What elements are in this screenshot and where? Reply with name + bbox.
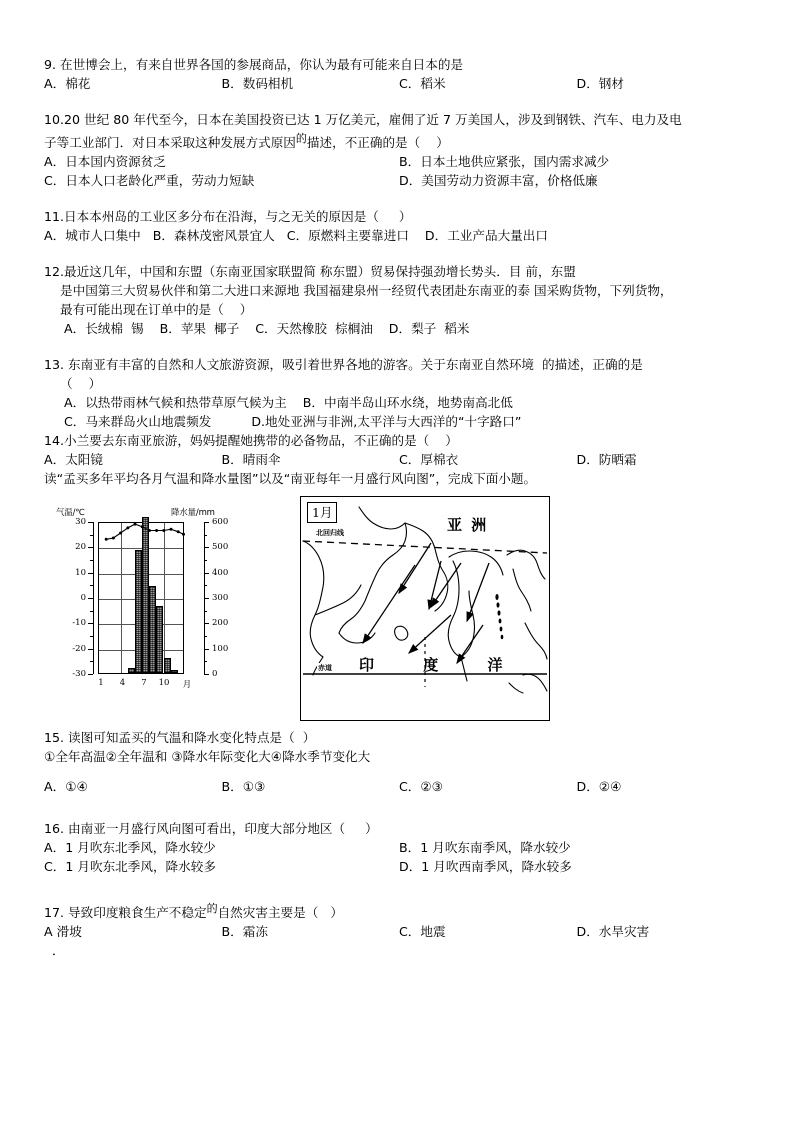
question-11-options[interactable]: A．城市人口集中 B．森林茂密风景宜人 C．原燃料主要靠进口 D．工业产品大量出口 [44,228,548,243]
question-12-stem-line-1 [44,262,754,281]
question-10-stem-line-1 [44,110,754,129]
right-tick-minor [204,560,207,561]
question-15-sub-line: ①全年高温②全年温和 ③降水年际变化大④降水季节变化大 [44,749,371,764]
question-10-options-row-1 [44,152,754,171]
left-tick-major [88,573,93,574]
question-12-options[interactable]: A．长绒棉 锡 B．苹果 椰子 C．天然橡胶 棕榈油 D．梨子 稻米 [60,321,470,336]
left-tick-label: 10 [75,567,86,578]
question-9-option-a[interactable]: A．棉花 [44,76,91,91]
right-tick-major [204,573,209,574]
temperature-line [99,523,185,675]
x-tick-label: 10 [158,678,170,688]
question-16-option-a[interactable]: A．1 月吹东北季风，降水较少 [44,840,216,855]
question-17-trailing-mark: ． [52,943,65,958]
question-15-stem [44,728,754,747]
right-tick-label: 200 [212,618,229,629]
right-tick-label: 100 [212,643,229,654]
question-9-stem [44,55,754,74]
x-axis-title: 月 [182,680,192,690]
right-tick-major [204,547,209,548]
figures-row [44,496,754,728]
left-tick-minor [90,611,93,612]
right-tick-major [204,598,209,599]
left-tick-minor [90,661,93,662]
question-14-option-d[interactable]: D．防晒霜 [576,452,637,467]
x-tick-label: 1 [98,678,104,688]
map-label-asia: 亚 洲 [447,516,489,534]
question-9-options [44,74,754,93]
left-tick-major [88,623,93,624]
monsoon-map [300,496,550,721]
question-13-text-1a: 东南亚有丰富的自然和人文旅游资源，吸引着世界各地的游客。关于东南亚自然环境 [68,357,535,372]
question-15 [44,728,754,796]
question-17-options [44,922,754,941]
question-12-stem-line-2: 是中国第三大贸易伙伴和第二大进口来源地 我国福建泉州一经贸代表团赴东南亚的泰 国采购货物，下列货物， [60,283,673,298]
question-17-option-a[interactable]: A 滑坡 [44,924,82,939]
question-15-number: 15. [44,730,65,745]
question-16-options-row-1 [44,838,754,857]
material-intro: 读“孟买多年平均各月气温和降水量图”以及“南亚每年一月盛行风向图”，完成下面小题。 [44,471,537,486]
left-tick-label: -30 [72,669,86,679]
question-14-option-a[interactable]: A．太阳镜 [44,452,103,467]
question-15-option-d[interactable]: D．②④ [576,779,622,794]
question-11-text: 日本本州岛的工业区多分布在沿海，与之无关的原因是（ ） [64,209,412,224]
x-tick-label: 4 [119,678,126,688]
question-14-text: 小兰要去东南亚旅游，妈妈提醒她携带的必备物品，不正确的是（ ） [64,433,458,448]
map-label-indian-ocean: 印 度 洋 [359,656,525,674]
question-10-text-2b: 的 [295,132,307,145]
question-14-option-b[interactable]: B．晴雨伞 [221,452,281,467]
question-13-options-row-2[interactable]: C．马来群岛火山地震频发 D.地处亚洲与非洲,太平洋与大西洋的“十字路口” [60,414,522,429]
left-tick-major [88,522,93,523]
question-13 [44,355,754,431]
question-9-option-b[interactable]: B．数码相机 [221,76,294,91]
question-12 [44,262,754,338]
question-14-option-c[interactable]: C．厚棉衣 [399,452,459,467]
question-10-stem-line-2 [44,129,754,152]
question-16 [44,819,754,876]
question-13-stem-line-1 [44,355,754,374]
left-tick-label: -10 [72,618,86,629]
left-tick-major [88,547,93,548]
right-tick-label: 500 [212,542,229,553]
question-10-option-a[interactable]: A．日本国内资源贫乏 [44,154,166,169]
right-tick-major [204,649,209,650]
question-16-number: 16. [44,821,65,836]
question-15-text: 读图可知孟买的气温和降水变化特点是（ ） [68,730,316,745]
question-16-option-c[interactable]: C．1 月吹东北季风，降水较多 [44,859,216,874]
left-tick-label: 0 [80,593,86,603]
right-tick-label: 400 [212,567,229,578]
right-tick-label: 0 [212,669,218,679]
left-tick-label: 20 [75,542,86,553]
right-tick-major [204,522,209,523]
question-12-text-1: 最近这几年，中国和东盟（东南亚国家联盟简 称东盟）贸易保持强劲增长势头．目 前，东盟 [64,264,576,279]
question-11 [44,207,754,245]
question-14-stem [44,431,754,450]
left-tick-major [88,598,93,599]
question-10-option-c[interactable]: C．日本人口老龄化严重，劳动力短缺 [44,173,255,188]
question-9-option-c[interactable]: C．稻米 [399,76,446,91]
question-15-option-b[interactable]: B．①③ [221,779,266,794]
question-9-option-d[interactable]: D．钢材 [576,76,624,91]
temperature-polyline [106,524,183,539]
island-chain-dots [495,594,503,639]
question-9 [44,55,754,93]
question-11-stem [44,207,754,226]
left-tick-minor [90,585,93,586]
wind-arrow [399,543,431,593]
question-12-number: 12. [44,264,65,279]
question-17-text-a: 导致印度粮食生产不稳定 [68,905,207,920]
chart-left-axis-title: 气温/℃ [56,508,85,518]
map-month-tag: 1月 [307,502,337,523]
chart-plot-area [98,522,184,674]
question-17 [44,899,754,960]
question-9-text: 在世博会上，有来自世界各国的参展商品，你认为最有可能来自日本的是 [60,57,464,72]
right-tick-minor [204,661,207,662]
question-14-number: 14. [44,433,65,448]
right-tick-label: 600 [212,517,229,527]
question-17-text-b: 的 [206,902,218,915]
question-14 [44,431,754,469]
question-16-stem [44,819,754,838]
right-tick-major [204,623,209,624]
right-tick-minor [204,585,207,586]
question-12-stem-line-3: 最有可能出现在订单中的是（ ） [60,302,253,317]
question-10-text-2a: 子等工业部门．对日本采取这种发展方式原因 [44,135,296,150]
question-10 [44,110,754,190]
left-tick-minor [90,535,93,536]
chart-right-axis-title: 降水量/mm [171,508,215,518]
question-10-text-1: 20 世纪 80 年代至今，日本在美国投资已达 1 万亿美元，雇佣了近 7 万美国人，涉及到钢铁、汽车、电力及电 [64,112,682,127]
right-tick-minor [204,535,207,536]
question-10-text-2c: 描述，不正确的是（ ） [306,135,449,150]
right-tick-label: 300 [212,593,229,603]
question-17-option-b[interactable]: B．霜冻 [221,924,268,939]
question-17-number: 17. [44,905,65,920]
right-tick-minor [204,636,207,637]
question-15-options [44,777,754,796]
question-10-options-row-2 [44,171,754,190]
question-16-option-b[interactable]: B．1 月吹东南季风，降水较少 [399,840,571,855]
question-13-options-row-1[interactable]: A．以热带雨林气候和热带草原气候为主 B．中南半岛山环水绕，地势南高北低 [60,395,513,410]
chart-left-axis [93,522,94,674]
question-17-stem [44,899,754,922]
question-10-option-b[interactable]: B．日本土地供应紧张，国内需求减少 [399,154,610,169]
question-10-number: 10. [44,112,65,127]
question-17-option-d[interactable]: D．水旱灾害 [576,924,650,939]
question-16-text: 由南亚一月盛行风向图可看出，印度大部分地区（ ） [68,821,378,836]
question-15-option-a[interactable]: A．①④ [44,779,88,794]
question-9-number: 9. [44,57,57,72]
right-tick-minor [204,611,207,612]
climate-chart [56,506,251,721]
question-15-option-c[interactable]: C．②③ [399,779,443,794]
x-tick-label: 7 [141,678,147,688]
map-label-equator: 赤道 [318,664,332,672]
left-tick-label: 30 [75,517,86,527]
wind-arrow [467,563,489,621]
right-tick-major [204,674,209,675]
question-17-option-c[interactable]: C．地震 [399,924,446,939]
wind-arrow [409,615,451,653]
left-tick-minor [90,636,93,637]
temperature-markers [105,523,185,541]
left-tick-major [88,649,93,650]
question-14-options [44,450,754,469]
question-16-options-row-2 [44,857,754,876]
map-label-tropic-of-cancer: 北回归线 [316,529,344,537]
left-tick-major [88,674,93,675]
question-13-text-1b: 的描述，正确的是 [542,357,643,372]
left-tick-minor [90,560,93,561]
question-13-number: 13. [44,357,65,372]
question-13-stem-line-2: （ ） [60,376,102,391]
question-11-number: 11. [44,209,65,224]
question-16-option-d[interactable]: D．1 月吹西南季风，降水较多 [399,859,572,874]
left-tick-label: -20 [72,643,86,654]
question-10-option-d[interactable]: D．美国劳动力资源丰富，价格低廉 [399,173,598,188]
question-17-text-c: 自然灾害主要是（ ） [217,905,343,920]
